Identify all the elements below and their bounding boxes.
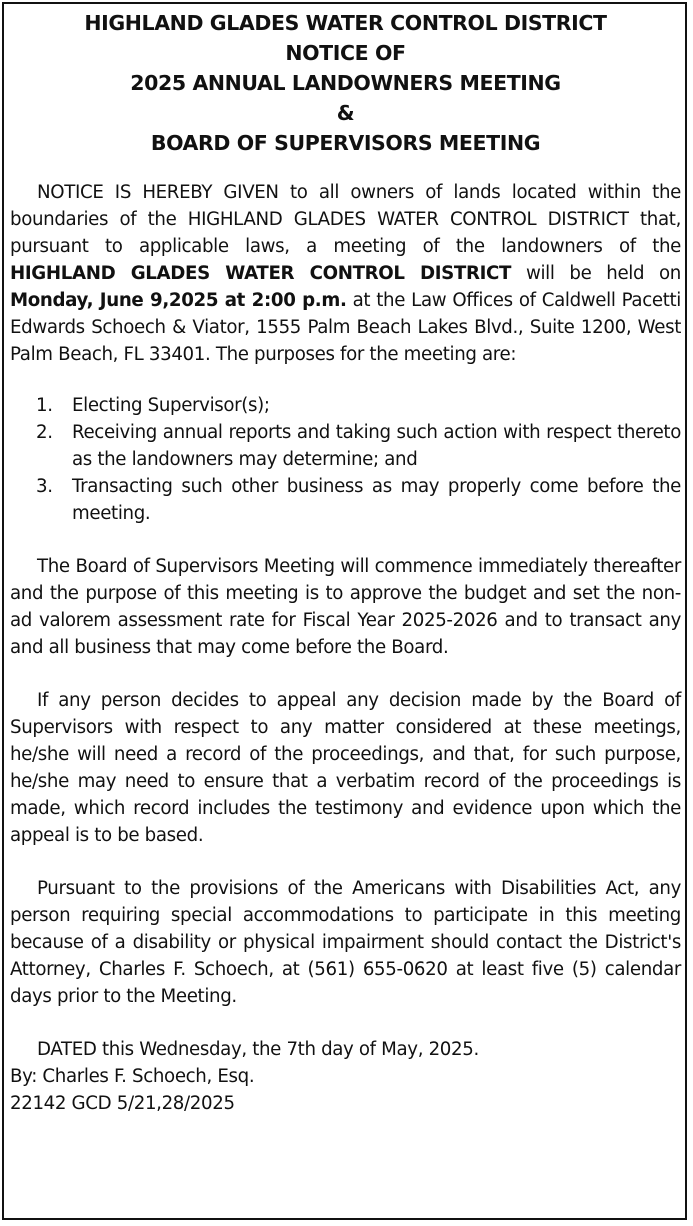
notice-of-heading: NOTICE OF — [285, 41, 406, 65]
list-text: Transacting such other business as may properly come before the meeting. — [72, 476, 681, 524]
purposes-list — [10, 392, 681, 527]
annual-meeting-heading: 2025 ANNUAL LANDOWNERS MEETING — [130, 71, 561, 95]
appeal-paragraph: If any person decides to appeal any decision made by the Board of Supervisors with respect to any matter considered at these meetings, he/she will need a record of the proceedings, and that, for such purpose, he/she may need to ensure that a verbatim record of the proceedings is made, which record includes the testimony and evidence upon which the appeal is to be based. — [10, 690, 681, 846]
publication-reference: 22142 GCD 5/21,28/2025 — [10, 1093, 235, 1114]
notice-paragraph — [10, 179, 681, 368]
notice-header — [10, 8, 681, 158]
ada-paragraph: Pursuant to the provisions of the Americans with Disabilities Act, any person requiring special accommodations to participate in this meeting because of a disability or physical impairment should contact the District's Attorney, Charles F. Schoech, at (561) 655-0620 at least five (5) calendar days prior to the Meeting. — [10, 878, 681, 1007]
district-title: HIGHLAND GLADES WATER CONTROL DISTRICT — [84, 11, 607, 35]
meeting-date-bold: Monday, June 9,2025 at 2:00 p.m. — [10, 290, 347, 311]
list-text: Receiving annual reports and taking such action with respect thereto as the landowners may determine; and — [72, 422, 681, 470]
list-number: 2. — [36, 422, 53, 443]
board-meeting-paragraph: The Board of Supervisors Meeting will commence immediately thereafter and the purpose of this meeting is to approve the budget and set the non-ad valorem assessment rate for Fiscal Year 2025-2026 and to transact any and all business that may come before the Board. — [10, 556, 681, 658]
list-item — [10, 473, 681, 527]
dated-line: DATED this Wednesday, the 7th day of May, 2025. — [37, 1039, 479, 1060]
signed-by-line: By: Charles F. Schoech, Esq. — [10, 1066, 255, 1087]
notice-intro-text: NOTICE IS HEREBY GIVEN to all owners of lands located within the boundaries of the HIGHLAND GLADES WATER CONTROL DISTRICT that, pursuant to applicable laws, a meeting of the landowners of the — [10, 182, 681, 257]
list-number: 1. — [36, 395, 53, 416]
district-name-bold: HIGHLAND GLADES WATER CONTROL DISTRICT — [10, 263, 512, 284]
legal-notice — [10, 8, 681, 1117]
board-meeting-heading: BOARD OF SUPERVISORS MEETING — [150, 131, 541, 155]
list-item — [10, 419, 681, 473]
notice-held-text: will be held on — [511, 263, 681, 284]
list-number: 3. — [36, 476, 53, 497]
notice-location-text: at the Law Offices of Caldwell Pacetti Edwards Schoech & Viator, 1555 Palm Beach Lakes Blvd., Suite 1200, West Palm Beach, FL 33401. The purposes for the meeting are: — [10, 290, 681, 365]
list-text: Electing Supervisor(s); — [72, 395, 270, 416]
list-item — [10, 392, 681, 419]
ampersand-heading: & — [336, 101, 355, 125]
